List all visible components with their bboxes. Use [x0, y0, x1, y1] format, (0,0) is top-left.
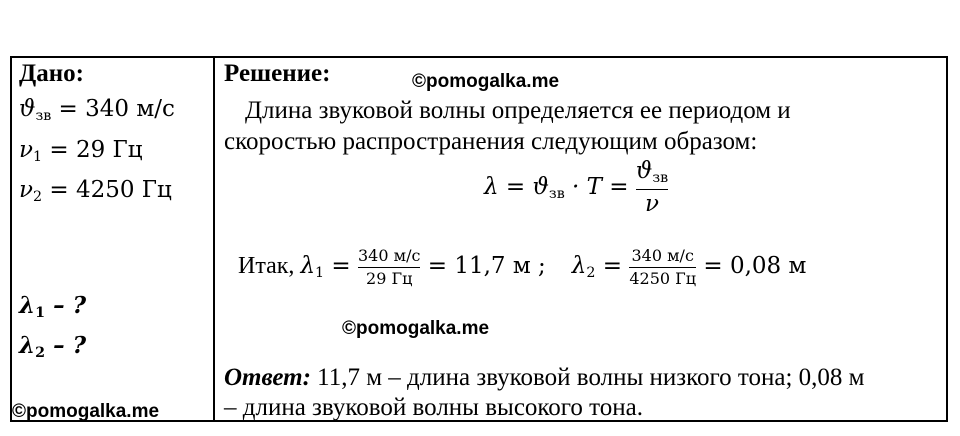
- solution-line-1: Длина звуковой волны определяется ее периодом и: [245, 97, 791, 124]
- solution-heading: Решение:: [224, 60, 331, 87]
- nu2-symbol: ν: [19, 177, 33, 203]
- find-lambda-2: [19, 332, 86, 361]
- calc-fraction-1: [358, 247, 420, 287]
- solution-line-2: скоростью распространения следующим образом:: [224, 128, 758, 155]
- answer-line-1: [224, 364, 865, 392]
- nu2-subscript: 2: [32, 188, 43, 205]
- given-frequency-2: [19, 177, 172, 205]
- calc-fraction-2: [629, 247, 696, 287]
- calc-fraction-1-denominator: 29 Гц: [366, 268, 413, 288]
- calc-result-2: = 0,08 м: [696, 253, 807, 280]
- column-divider: [213, 56, 215, 422]
- calc-fraction-1-numerator: 340 м/с: [358, 246, 421, 265]
- speed-subscript: зв: [35, 107, 52, 124]
- calc-equals-2: =: [595, 253, 630, 280]
- answer-line-2: – длина звуковой волны высокого тона.: [224, 394, 643, 421]
- calc-intro: Итак,: [238, 253, 301, 280]
- find-lambda-1: [19, 292, 86, 321]
- find2-question: – ?: [45, 332, 87, 359]
- find1-symbol: λ: [19, 292, 36, 319]
- find1-question: – ?: [45, 292, 87, 319]
- given-speed: [19, 96, 175, 124]
- find1-subscript: 1: [35, 304, 46, 321]
- given-frequency-1: [19, 137, 143, 165]
- formula-fraction: [636, 159, 668, 217]
- wavelength-formula: [484, 159, 668, 217]
- calculation-line: [238, 247, 806, 287]
- nu1-value: = 29 Гц: [42, 137, 143, 163]
- formula-denominator: ν: [645, 190, 659, 217]
- formula-mid: · T =: [564, 173, 636, 200]
- calc-lambda-2: λ: [571, 253, 587, 280]
- watermark-middle: ©pomogalka.me: [342, 318, 490, 339]
- formula-lhs-subscript: зв: [548, 185, 565, 202]
- speed-value: = 340 м/с: [51, 96, 175, 122]
- find2-subscript: 2: [35, 344, 46, 361]
- find2-symbol: λ: [19, 332, 36, 359]
- calc-fraction-2-numerator: 340 м/с: [631, 246, 694, 265]
- calc-lambda-1: λ: [300, 253, 316, 280]
- formula-numerator-subscript: зв: [652, 169, 669, 186]
- answer-label: Ответ:: [224, 364, 311, 391]
- formula-lhs: λ = ϑ: [484, 173, 549, 200]
- calc-lambda-2-subscript: 2: [586, 265, 596, 282]
- calc-equals-1: =: [324, 253, 358, 280]
- given-heading: Дано:: [19, 60, 84, 87]
- calc-lambda-1-subscript: 1: [315, 265, 325, 282]
- calc-result-1: = 11,7 м ;: [420, 253, 546, 280]
- watermark-top: ©pomogalka.me: [412, 71, 560, 92]
- speed-symbol: ϑ: [19, 96, 36, 122]
- nu1-symbol: ν: [19, 137, 33, 163]
- answer-text-1: 11,7 м – длина звуковой волны низкого тона; 0,08 м: [310, 364, 865, 391]
- calc-fraction-2-denominator: 4250 Гц: [629, 268, 697, 288]
- formula-numerator: ϑ: [635, 158, 653, 184]
- nu1-subscript: 1: [32, 148, 43, 165]
- watermark-bottom-left: ©pomogalka.me: [12, 401, 160, 422]
- nu2-value: = 4250 Гц: [42, 177, 172, 203]
